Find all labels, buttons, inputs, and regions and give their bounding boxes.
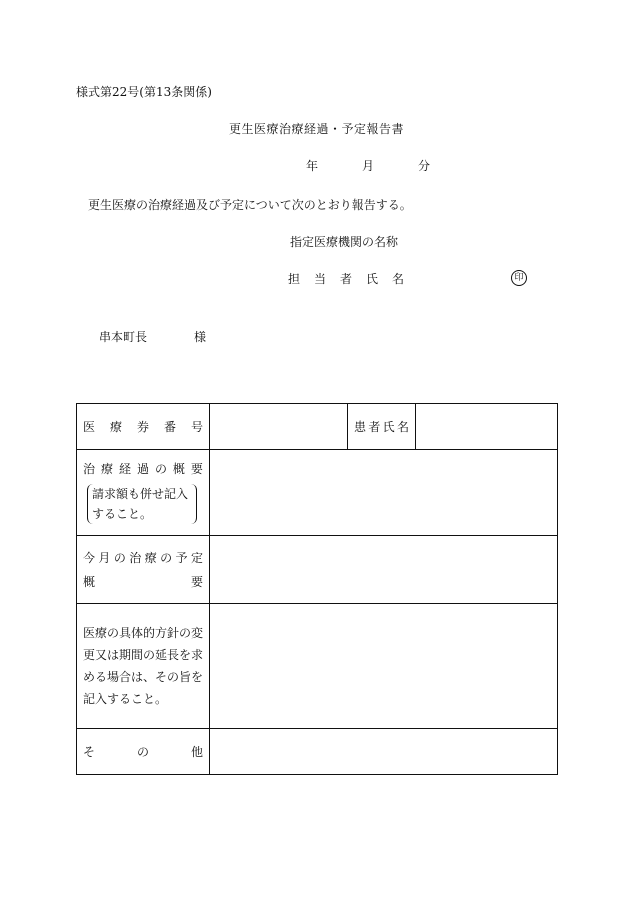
recipient-honorific: 様	[194, 330, 207, 344]
policy-field[interactable]	[210, 604, 558, 729]
policy-label-line1: 医療の具体的方針の変	[83, 626, 204, 640]
cert-number-field[interactable]	[210, 404, 348, 450]
progress-note-line2: すること。	[92, 507, 153, 521]
table-row-policy	[77, 604, 558, 729]
patient-name-field[interactable]	[416, 404, 558, 450]
label-char: の	[154, 462, 167, 476]
table-row-plan	[77, 536, 558, 604]
label-char: 患	[354, 419, 367, 434]
label-char: 過	[136, 462, 149, 476]
table-row-cert	[77, 404, 558, 450]
progress-note	[87, 484, 197, 524]
plan-label-cell	[77, 536, 210, 604]
plan-label-line1	[83, 546, 203, 570]
policy-label-line3: める場合は、その旨を	[83, 670, 204, 684]
label-char: 治	[83, 462, 96, 476]
intro-text: 更生医療の治療経過及び予定について次のとおり報告する。	[88, 198, 412, 212]
policy-label-line4: 記入すること。	[83, 692, 168, 706]
patient-name-label	[354, 416, 409, 438]
other-label-cell	[77, 729, 210, 775]
policy-label-line2: 更又は期間の延長を求	[83, 648, 204, 662]
report-period	[284, 159, 430, 173]
period-portion-label: 分	[418, 159, 431, 173]
seal-mark: 印	[511, 270, 527, 286]
plan-label-line2	[83, 570, 203, 594]
label-char: 概	[172, 462, 185, 476]
recipient-name: 串本町長	[99, 330, 148, 344]
report-table	[76, 403, 558, 775]
progress-note-line1: 請求額も併せ記入	[92, 487, 189, 501]
label-char: そ	[83, 744, 96, 759]
label-char: 他	[190, 744, 203, 759]
period-month-label: 月	[362, 159, 375, 173]
label-char: 治	[129, 550, 142, 565]
person-in-charge-label: 担当者氏名	[288, 272, 419, 286]
cert-number-label	[83, 416, 203, 438]
label-char: 療	[109, 419, 122, 434]
institution-name-label: 指定医療機関の名称	[290, 235, 399, 249]
label-char: 定	[190, 550, 203, 565]
form-number: 様式第22号(第13条関係)	[76, 85, 212, 99]
label-char: 番	[163, 419, 176, 434]
label-char: 概	[83, 574, 96, 589]
label-char: 要	[190, 462, 203, 476]
plan-field[interactable]	[210, 536, 558, 604]
table-row-other	[77, 729, 558, 775]
label-char: 号	[190, 419, 203, 434]
label-char: 経	[118, 462, 131, 476]
table-row-progress	[77, 450, 558, 536]
label-char: の	[160, 550, 173, 565]
label-char: 医	[83, 419, 96, 434]
period-year-label: 年	[306, 159, 319, 173]
document-title: 更生医療治療経過・予定報告書	[229, 122, 405, 136]
label-char: の	[136, 744, 149, 759]
label-char: 氏	[382, 419, 395, 434]
label-char: 月	[98, 550, 111, 565]
label-char: 者	[368, 419, 381, 434]
label-char: 名	[396, 419, 409, 434]
progress-label-cell	[77, 450, 210, 536]
label-char: 予	[175, 550, 188, 565]
label-char: 療	[144, 550, 157, 565]
label-char: の	[113, 550, 126, 565]
label-char: 券	[136, 419, 149, 434]
progress-field[interactable]	[210, 450, 558, 536]
policy-label-cell	[77, 604, 210, 729]
label-char: 今	[83, 550, 96, 565]
label-char: 要	[190, 574, 203, 589]
progress-label	[83, 458, 203, 480]
other-label	[83, 741, 203, 763]
patient-name-label-cell	[348, 404, 416, 450]
cert-number-label-cell	[77, 404, 210, 450]
label-char: 療	[100, 462, 113, 476]
other-field[interactable]	[210, 729, 558, 775]
